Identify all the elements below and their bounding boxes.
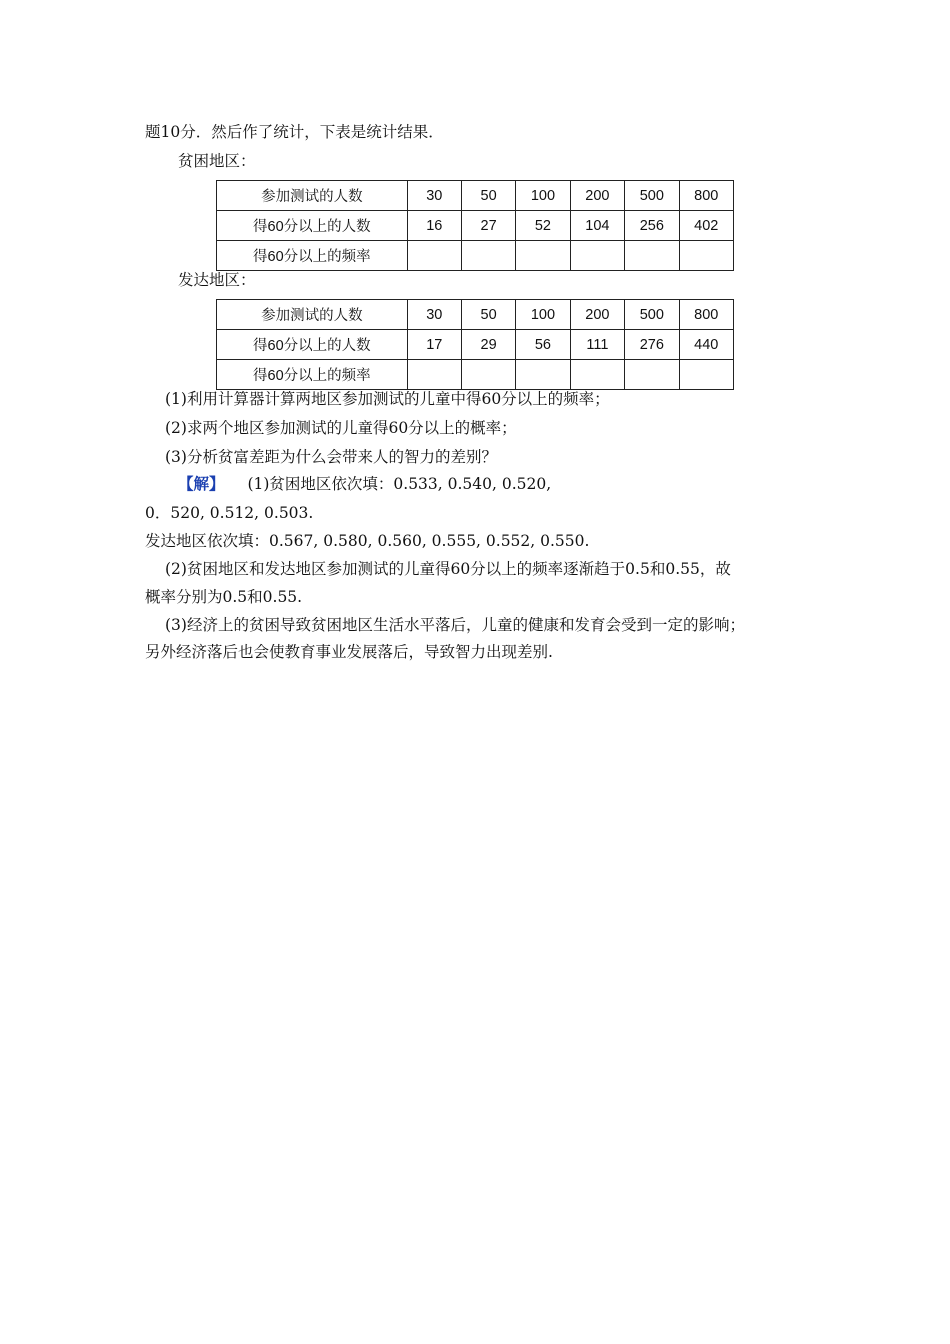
table-cell: 256 <box>625 211 679 241</box>
table-cell: 30 <box>407 181 461 211</box>
table-row <box>217 211 734 241</box>
row-header: 得60分以上的人数 <box>217 211 408 241</box>
solution-part3-line-1: (3)经济上的贫困导致贫困地区生活水平落后，儿童的健康和发育会受到一定的影响； <box>165 616 745 634</box>
solution-part2-line-2: 概率分别为0.5和0.55. <box>145 588 303 606</box>
developed-region-label: 发达地区： <box>178 271 256 289</box>
row-header: 得60分以上的频率 <box>217 241 408 271</box>
table-cell: 800 <box>679 300 733 330</box>
solution-part3-line-2: 另外经济落后也会使教育事业发展落后，导致智力出现差别. <box>145 643 553 661</box>
solution-part1-text: (1)贫困地区依次填：0.533, 0.540, 0.520, <box>247 475 552 493</box>
table-cell: 30 <box>407 300 461 330</box>
developed-region-table <box>216 299 734 390</box>
table-cell: 29 <box>461 330 515 360</box>
table-row <box>217 181 734 211</box>
table-cell <box>407 241 461 271</box>
table-row <box>217 360 734 390</box>
solution-part2-line-1: (2)贫困地区和发达地区参加测试的儿童得60分以上的频率逐渐趋于0.5和0.55，故 <box>165 560 731 578</box>
table-cell: 27 <box>461 211 515 241</box>
table-cell: 440 <box>679 330 733 360</box>
table-cell <box>570 360 624 390</box>
table-cell: 50 <box>461 181 515 211</box>
table-cell: 56 <box>516 330 570 360</box>
table-cell <box>516 241 570 271</box>
table-cell: 500 <box>625 181 679 211</box>
table-cell: 100 <box>516 300 570 330</box>
table-cell <box>679 360 733 390</box>
table-cell: 17 <box>407 330 461 360</box>
table-cell <box>407 360 461 390</box>
row-header: 得60分以上的人数 <box>217 330 408 360</box>
row-header: 参加测试的人数 <box>217 300 408 330</box>
table-cell: 200 <box>570 181 624 211</box>
table-cell: 16 <box>407 211 461 241</box>
table-cell: 500 <box>625 300 679 330</box>
question-3: (3)分析贫富差距为什么会带来人的智力的差别？ <box>165 448 497 466</box>
table-cell <box>625 241 679 271</box>
solution-line-1 <box>178 473 551 495</box>
table-cell <box>516 360 570 390</box>
poor-region-label: 贫困地区： <box>178 152 256 170</box>
question-1: (1)利用计算器计算两地区参加测试的儿童中得60分以上的频率； <box>165 390 610 408</box>
table-cell: 402 <box>679 211 733 241</box>
table-row <box>217 241 734 271</box>
table-cell: 100 <box>516 181 570 211</box>
table-cell: 111 <box>570 330 624 360</box>
table-cell: 200 <box>570 300 624 330</box>
table-row <box>217 330 734 360</box>
table-cell: 276 <box>625 330 679 360</box>
table-cell <box>461 360 515 390</box>
solution-tag: 【解】 <box>178 474 225 493</box>
intro-line: 题10分．然后作了统计，下表是统计结果． <box>145 123 444 141</box>
table-cell <box>461 241 515 271</box>
table-cell <box>625 360 679 390</box>
table-cell <box>570 241 624 271</box>
table-row <box>217 300 734 330</box>
table-cell: 52 <box>516 211 570 241</box>
table-cell: 800 <box>679 181 733 211</box>
question-2: (2)求两个地区参加测试的儿童得60分以上的概率； <box>165 419 517 437</box>
table-cell <box>679 241 733 271</box>
row-header: 参加测试的人数 <box>217 181 408 211</box>
table-cell: 104 <box>570 211 624 241</box>
solution-part1-developed: 发达地区依次填：0.567, 0.580, 0.560, 0.555, 0.552, 0.550. <box>145 532 590 550</box>
table-cell: 50 <box>461 300 515 330</box>
solution-part1-continued: 0．520, 0.512, 0.503. <box>145 504 314 522</box>
poor-region-table <box>216 180 734 271</box>
row-header: 得60分以上的频率 <box>217 360 408 390</box>
